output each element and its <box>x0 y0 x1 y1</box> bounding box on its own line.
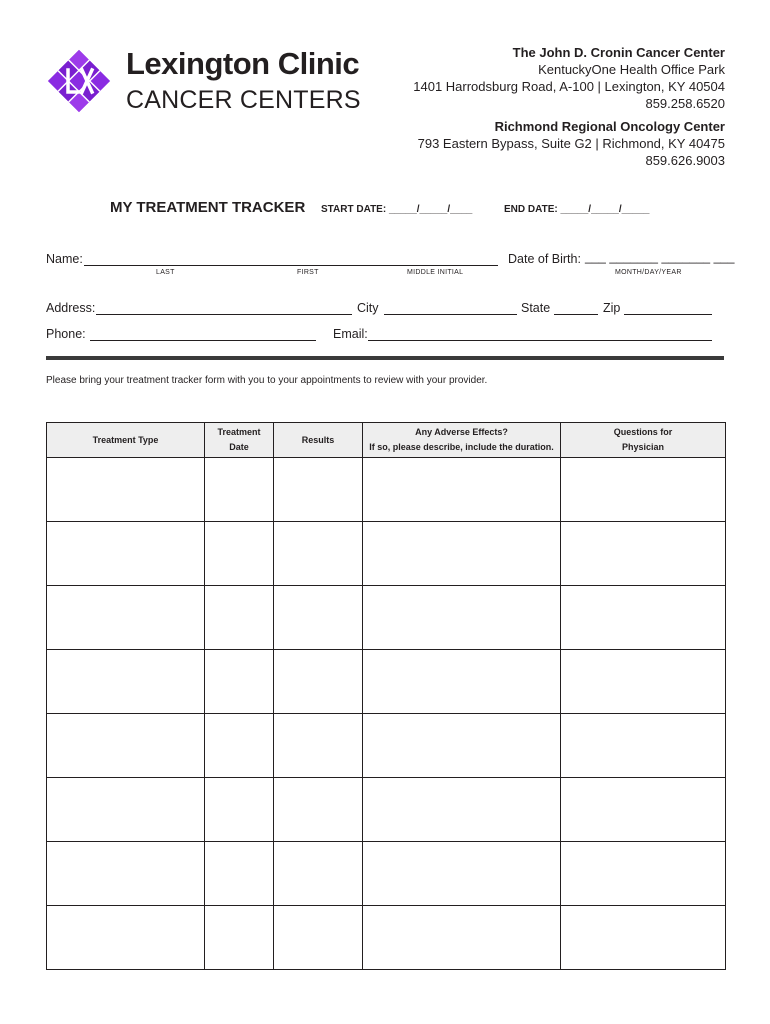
lexington-clinic-logo-icon <box>46 48 112 114</box>
form-title: MY TREATMENT TRACKER <box>110 199 306 216</box>
section-divider <box>46 356 724 360</box>
city-field[interactable] <box>384 314 517 315</box>
header-line: Treatment Type <box>92 434 159 445</box>
table-row <box>47 842 726 906</box>
name-sub-last: LAST <box>156 269 175 276</box>
location-phone: 859.626.9003 <box>645 153 725 168</box>
cell-treatment-type[interactable] <box>47 842 205 906</box>
header-line: Physician <box>621 442 665 452</box>
zip-field[interactable] <box>624 314 712 315</box>
table-row <box>47 714 726 778</box>
header-line: Treatment <box>217 427 261 437</box>
location-name: The John D. Cronin Cancer Center <box>512 45 725 60</box>
header-treatment-type <box>47 423 205 458</box>
cell-treatment-type[interactable] <box>47 778 205 842</box>
cell-results[interactable] <box>274 458 363 522</box>
header-line: Results <box>301 434 335 445</box>
dob-label: Date of Birth: <box>508 252 581 266</box>
cell-treatment-date[interactable] <box>205 906 274 970</box>
brand-name: Lexington Clinic <box>126 46 360 81</box>
header-results <box>274 423 363 458</box>
cell-adverse-effects[interactable] <box>363 842 561 906</box>
table-row <box>47 650 726 714</box>
header-line: Questions for <box>613 427 673 437</box>
address-label: Address: <box>46 301 96 315</box>
cell-treatment-type[interactable] <box>47 522 205 586</box>
state-field[interactable] <box>554 314 598 315</box>
location-cronin <box>413 44 725 112</box>
address-field[interactable] <box>96 314 352 315</box>
instruction-note: Please bring your treatment tracker form with you to your appointments to review with your provider. <box>46 375 488 386</box>
cell-questions[interactable] <box>561 586 726 650</box>
cell-treatment-date[interactable] <box>205 714 274 778</box>
table-row <box>47 778 726 842</box>
header-treatment-date <box>205 423 274 458</box>
city-label: City <box>357 301 379 315</box>
name-field[interactable] <box>84 265 498 266</box>
start-date-field[interactable]: START DATE: _____/_____/____ <box>321 204 473 215</box>
email-field[interactable] <box>368 340 712 341</box>
phone-label: Phone: <box>46 327 86 341</box>
cell-adverse-effects[interactable] <box>363 714 561 778</box>
cell-treatment-date[interactable] <box>205 522 274 586</box>
cell-results[interactable] <box>274 906 363 970</box>
cell-questions[interactable] <box>561 650 726 714</box>
cell-questions[interactable] <box>561 714 726 778</box>
cell-adverse-effects[interactable] <box>363 906 561 970</box>
table-body <box>47 458 726 970</box>
email-label: Email: <box>333 327 368 341</box>
cell-questions[interactable] <box>561 906 726 970</box>
cell-treatment-date[interactable] <box>205 842 274 906</box>
name-sub-middle: MIDDLE INITIAL <box>407 269 464 276</box>
header-adverse-effects <box>363 423 561 458</box>
cell-questions[interactable] <box>561 778 726 842</box>
end-date-field[interactable]: END DATE: _____/_____/_____ <box>504 204 650 215</box>
cell-adverse-effects[interactable] <box>363 586 561 650</box>
cell-adverse-effects[interactable] <box>363 458 561 522</box>
table-header-row <box>47 423 726 458</box>
cell-treatment-date[interactable] <box>205 650 274 714</box>
cell-treatment-date[interactable] <box>205 586 274 650</box>
location-phone: 859.258.6520 <box>645 96 725 111</box>
cell-treatment-type[interactable] <box>47 714 205 778</box>
cell-adverse-effects[interactable] <box>363 650 561 714</box>
cell-adverse-effects[interactable] <box>363 522 561 586</box>
location-line: KentuckyOne Health Office Park <box>538 62 725 77</box>
location-name: Richmond Regional Oncology Center <box>494 119 725 134</box>
state-label: State <box>521 301 551 315</box>
name-label: Name: <box>46 252 83 266</box>
cell-treatment-type[interactable] <box>47 650 205 714</box>
header-line: Date <box>229 442 249 452</box>
cell-treatment-type[interactable] <box>47 586 205 650</box>
cell-adverse-effects[interactable] <box>363 778 561 842</box>
cell-treatment-date[interactable] <box>205 458 274 522</box>
cell-treatment-type[interactable] <box>47 906 205 970</box>
header-line: If so, please describe, include the duration. <box>369 442 554 452</box>
brand-subtitle: CANCER CENTERS <box>126 86 361 114</box>
table-row <box>47 906 726 970</box>
cell-treatment-date[interactable] <box>205 778 274 842</box>
zip-label: Zip <box>603 301 621 315</box>
dob-field[interactable]: ___ _______ _______ ___ <box>585 250 735 264</box>
cell-questions[interactable] <box>561 842 726 906</box>
cell-results[interactable] <box>274 842 363 906</box>
table-row <box>47 458 726 522</box>
header-questions <box>561 423 726 458</box>
location-line: 793 Eastern Bypass, Suite G2 | Richmond, KY 40475 <box>417 136 725 151</box>
cell-results[interactable] <box>274 586 363 650</box>
cell-results[interactable] <box>274 650 363 714</box>
location-richmond <box>418 118 725 169</box>
table-row <box>47 586 726 650</box>
table-row <box>47 522 726 586</box>
phone-field[interactable] <box>90 340 316 341</box>
dob-sub: MONTH/DAY/YEAR <box>615 269 682 276</box>
cell-questions[interactable] <box>561 522 726 586</box>
treatment-table <box>46 422 726 970</box>
cell-questions[interactable] <box>561 458 726 522</box>
cell-treatment-type[interactable] <box>47 458 205 522</box>
header-line: Any Adverse Effects? <box>415 427 508 437</box>
cell-results[interactable] <box>274 522 363 586</box>
cell-results[interactable] <box>274 714 363 778</box>
cell-results[interactable] <box>274 778 363 842</box>
location-line: 1401 Harrodsburg Road, A-100 | Lexington, KY 40504 <box>413 79 725 94</box>
name-sub-first: FIRST <box>297 269 319 276</box>
